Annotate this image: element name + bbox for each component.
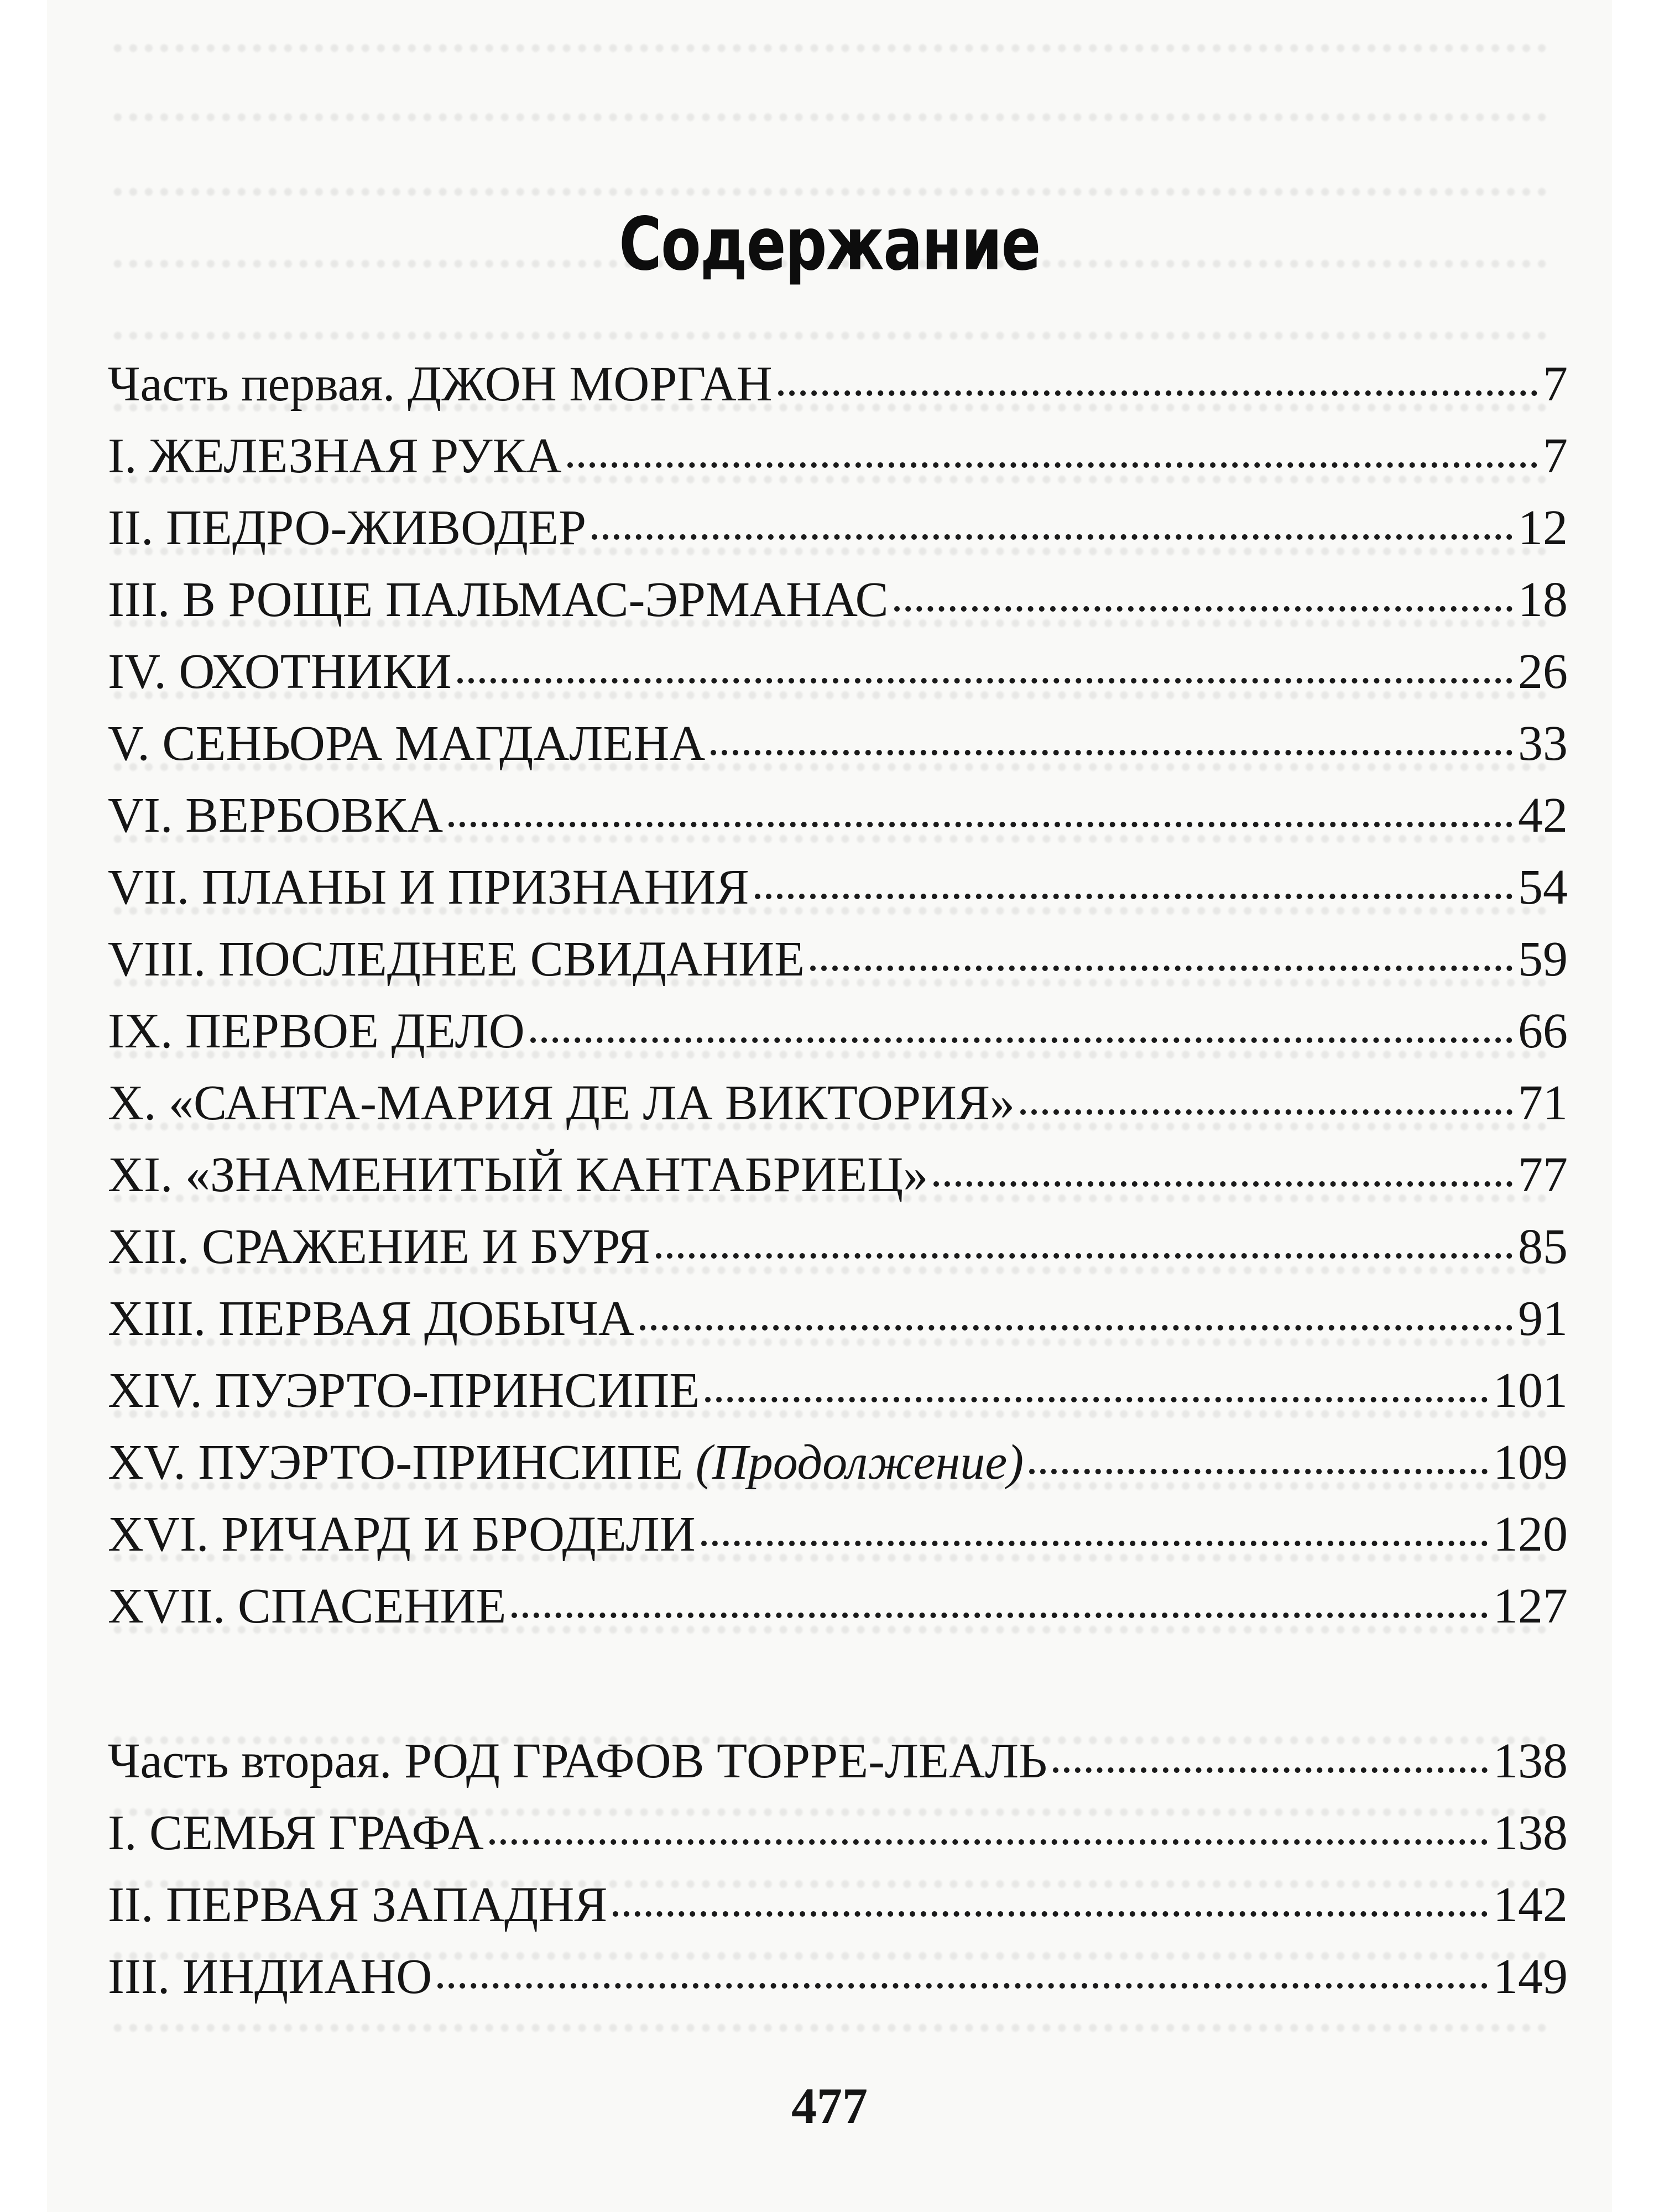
toc-entry-title: XIII. ПЕРВАЯ ДОБЫЧА: [108, 1291, 634, 1346]
toc-entry: [108, 492, 1568, 564]
toc-entry-title: Часть первая. ДЖОН МОРГАН: [108, 357, 773, 411]
toc-entry-title: XII. СРАЖЕНИЕ И БУРЯ: [108, 1219, 650, 1274]
toc-entry-title: XVI. РИЧАРД И БРОДЕЛИ: [108, 1507, 696, 1562]
continuation-note: (Продолжение): [695, 1435, 1024, 1490]
toc-entry: [108, 420, 1568, 492]
toc-page-number: 101: [1493, 1363, 1568, 1418]
toc-entry-title: VIII. ПОСЛЕДНЕЕ СВИДАНИЕ: [108, 932, 805, 987]
dot-leader: [1020, 1109, 1512, 1115]
toc-entry-title: III. ИНДИАНО: [108, 1949, 432, 2004]
toc-page-number: 142: [1493, 1877, 1568, 1932]
toc-entry: [108, 780, 1568, 852]
toc-entry-title: II. ПЕДРО-ЖИВОДЕР: [108, 500, 587, 555]
toc-entry-title: II. ПЕРВАЯ ЗАПАДНЯ: [108, 1877, 608, 1932]
toc-entry: [108, 852, 1568, 924]
toc-entry: [108, 924, 1568, 995]
toc-page-number: 33: [1518, 716, 1568, 771]
toc-entry: [108, 1797, 1568, 1869]
dot-leader: [640, 1325, 1512, 1331]
toc-entry: [108, 1869, 1568, 1941]
dot-leader: [1053, 1767, 1488, 1773]
toc-page-number: 138: [1493, 1806, 1568, 1860]
toc-page-number: 26: [1518, 644, 1568, 699]
dot-leader: [755, 894, 1512, 899]
toc-page-number: 109: [1493, 1435, 1568, 1490]
toc-page-number: 54: [1518, 860, 1568, 915]
toc-entry-title: V. СЕНЬОРА МАГДАЛЕНА: [108, 716, 706, 771]
dot-leader: [530, 1037, 1512, 1043]
toc-page-number: 138: [1493, 1734, 1568, 1788]
toc-page-number: 66: [1518, 1004, 1568, 1058]
toc-entry-title: I. ЖЕЛЕЗНАЯ РУКА: [108, 429, 562, 483]
dot-leader: [778, 390, 1537, 396]
toc-entry: [108, 636, 1568, 708]
toc-page-number: 59: [1518, 932, 1568, 987]
toc-page-number: 149: [1493, 1949, 1568, 2004]
toc-page-number: 91: [1518, 1291, 1568, 1346]
dot-leader: [705, 1397, 1488, 1402]
toc-entry-title: XI. «ЗНАМЕНИТЫЙ КАНТАБРИЕЦ»: [108, 1147, 928, 1202]
dot-leader: [711, 750, 1512, 755]
toc-entry: [108, 1355, 1568, 1427]
page-number: 477: [791, 2078, 868, 2134]
toc-page-number: 7: [1543, 357, 1568, 411]
toc-page-number: 127: [1493, 1579, 1568, 1634]
toc-entry: [108, 1211, 1568, 1283]
toc-entry: [108, 1139, 1568, 1211]
toc-entry-title: IX. ПЕРВОЕ ДЕЛО: [108, 1004, 525, 1058]
toc-entry-title: I. СЕМЬЯ ГРАФА: [108, 1806, 484, 1860]
toc-page-number: 12: [1518, 500, 1568, 555]
toc-entry: [108, 1067, 1568, 1139]
dot-leader: [448, 822, 1512, 827]
toc-entry: [108, 1283, 1568, 1355]
toc-entry-title: VI. ВЕРБОВКА: [108, 788, 444, 843]
toc-entry-title: III. В РОЩЕ ПАЛЬМАС-ЭРМАНАС: [108, 572, 889, 627]
dot-leader: [933, 1181, 1512, 1187]
toc-entry: [108, 995, 1568, 1067]
toc-entry-title: VII. ПЛАНЫ И ПРИЗНАНИЯ: [108, 860, 749, 915]
dot-leader: [810, 966, 1512, 971]
toc-entry-title: X. «САНТА-МАРИЯ ДЕ ЛА ВИКТОРИЯ»: [108, 1076, 1015, 1130]
dot-leader: [701, 1541, 1488, 1546]
toc-entry: [108, 564, 1568, 636]
toc-page-number: 71: [1518, 1076, 1568, 1130]
toc-entry-title: Часть вторая. РОД ГРАФОВ ТОРРЕ-ЛЕАЛЬ: [108, 1734, 1047, 1788]
toc-entry: [108, 1941, 1568, 2013]
dot-leader: [437, 1983, 1488, 1989]
toc-entry-title: XV. ПУЭРТО-ПРИНСИПЕ (Продолжение): [108, 1435, 1024, 1490]
toc-entry: [108, 1427, 1568, 1499]
dot-leader: [457, 678, 1512, 684]
toc-entry: [108, 1571, 1568, 1642]
toc-page-number: 85: [1518, 1219, 1568, 1274]
dot-leader: [1029, 1469, 1488, 1474]
toc-page-number: 77: [1518, 1147, 1568, 1202]
dot-leader: [894, 606, 1512, 612]
toc-entry-title: XIV. ПУЭРТО-ПРИНСИПЕ: [108, 1363, 700, 1418]
toc-page-number: 7: [1543, 429, 1568, 483]
dot-leader: [656, 1253, 1512, 1259]
toc-page-number: 120: [1493, 1507, 1568, 1562]
contents-heading: Содержание: [619, 202, 1040, 287]
dot-leader: [567, 462, 1537, 468]
dot-leader: [512, 1613, 1488, 1618]
toc-entry-title: IV. ОХОТНИКИ: [108, 644, 452, 699]
toc-part-heading: [108, 348, 1568, 420]
toc-entry: [108, 708, 1568, 780]
dot-leader: [489, 1839, 1488, 1845]
toc-entry-title: XVII. СПАСЕНИЕ: [108, 1579, 507, 1634]
dot-leader: [613, 1911, 1488, 1917]
dot-leader: [592, 534, 1512, 540]
toc-entry: [108, 1499, 1568, 1571]
toc-page-number: 42: [1518, 788, 1568, 843]
toc-page-number: 18: [1518, 572, 1568, 627]
toc-part-heading: [108, 1725, 1568, 1797]
